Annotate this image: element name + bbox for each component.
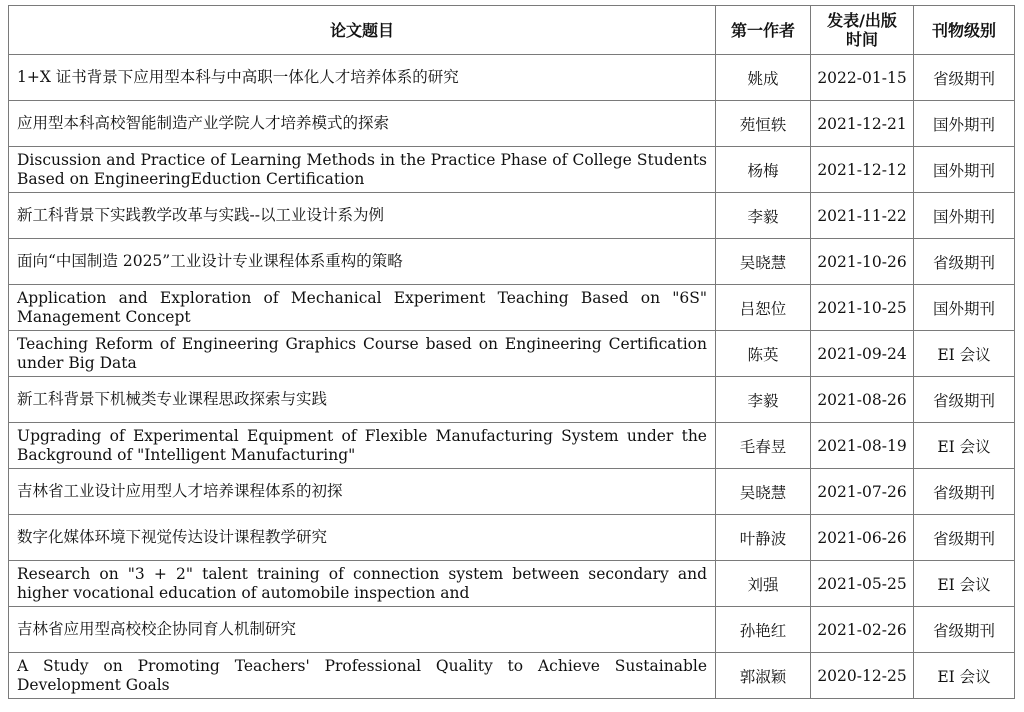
- papers-table: [8, 5, 1015, 699]
- publication-level: 省级期刊: [914, 515, 1015, 561]
- first-author: 姚成: [716, 55, 811, 101]
- header-date-label: 发表/出版时间: [827, 11, 897, 49]
- publication-level: 省级期刊: [914, 239, 1015, 285]
- paper-title: Discussion and Practice of Learning Methods in the Practice Phase of College Students Based on EngineeringEduction Certification: [9, 147, 716, 193]
- papers-table-container: [8, 5, 1015, 699]
- publication-level: 省级期刊: [914, 469, 1015, 515]
- paper-title: 应用型本科高校智能制造产业学院人才培养模式的探索: [9, 101, 716, 147]
- publish-date: 2021-12-21: [811, 101, 914, 147]
- paper-title: Upgrading of Experimental Equipment of Flexible Manufacturing System under the Background of "Intelligent Manufacturing": [9, 423, 716, 469]
- publication-level: 省级期刊: [914, 377, 1015, 423]
- publication-level: 国外期刊: [914, 147, 1015, 193]
- table-row: [9, 193, 1015, 239]
- publication-level: 省级期刊: [914, 607, 1015, 653]
- table-row: [9, 515, 1015, 561]
- table-header-row: [9, 6, 1015, 55]
- publication-level: 省级期刊: [914, 55, 1015, 101]
- paper-title: 吉林省应用型高校校企协同育人机制研究: [9, 607, 716, 653]
- publication-level: 国外期刊: [914, 285, 1015, 331]
- publish-date: 2021-02-26: [811, 607, 914, 653]
- publication-level: EI 会议: [914, 653, 1015, 699]
- first-author: 刘强: [716, 561, 811, 607]
- table-row: [9, 101, 1015, 147]
- table-row: [9, 55, 1015, 101]
- first-author: 苑恒轶: [716, 101, 811, 147]
- paper-title: 新工科背景下机械类专业课程思政探索与实践: [9, 377, 716, 423]
- table-row: [9, 607, 1015, 653]
- header-author: 第一作者: [716, 6, 811, 55]
- table-row: [9, 285, 1015, 331]
- publish-date: 2021-10-25: [811, 285, 914, 331]
- publish-date: 2021-08-26: [811, 377, 914, 423]
- first-author: 李毅: [716, 193, 811, 239]
- publish-date: 2021-10-26: [811, 239, 914, 285]
- publish-date: 2021-12-12: [811, 147, 914, 193]
- paper-title: Research on "3 + 2" talent training of connection system between secondary and higher vocational education of automobile inspection and: [9, 561, 716, 607]
- paper-title: Teaching Reform of Engineering Graphics Course based on Engineering Certification under Big Data: [9, 331, 716, 377]
- table-row: [9, 147, 1015, 193]
- header-date: [811, 6, 914, 55]
- table-row: [9, 377, 1015, 423]
- publish-date: 2021-07-26: [811, 469, 914, 515]
- publication-level: EI 会议: [914, 561, 1015, 607]
- table-row: [9, 423, 1015, 469]
- paper-title: 新工科背景下实践教学改革与实践--以工业设计系为例: [9, 193, 716, 239]
- first-author: 陈英: [716, 331, 811, 377]
- publish-date: 2021-09-24: [811, 331, 914, 377]
- first-author: 孙艳红: [716, 607, 811, 653]
- publish-date: 2021-08-19: [811, 423, 914, 469]
- table-row: [9, 239, 1015, 285]
- publish-date: 2022-01-15: [811, 55, 914, 101]
- paper-title: 面向“中国制造 2025”工业设计专业课程体系重构的策略: [9, 239, 716, 285]
- header-title: 论文题目: [9, 6, 716, 55]
- table-row: [9, 469, 1015, 515]
- publish-date: 2021-05-25: [811, 561, 914, 607]
- paper-title: 数字化媒体环境下视觉传达设计课程教学研究: [9, 515, 716, 561]
- first-author: 吴晓慧: [716, 469, 811, 515]
- first-author: 叶静波: [716, 515, 811, 561]
- paper-title: 吉林省工业设计应用型人才培养课程体系的初探: [9, 469, 716, 515]
- first-author: 吴晓慧: [716, 239, 811, 285]
- header-level: 刊物级别: [914, 6, 1015, 55]
- publish-date: 2020-12-25: [811, 653, 914, 699]
- publication-level: 国外期刊: [914, 101, 1015, 147]
- publication-level: 国外期刊: [914, 193, 1015, 239]
- first-author: 毛春昱: [716, 423, 811, 469]
- first-author: 吕恕位: [716, 285, 811, 331]
- first-author: 郭淑颖: [716, 653, 811, 699]
- paper-title: Application and Exploration of Mechanical Experiment Teaching Based on "6S" Management Concept: [9, 285, 716, 331]
- paper-title: A Study on Promoting Teachers' Professional Quality to Achieve Sustainable Development Goals: [9, 653, 716, 699]
- first-author: 杨梅: [716, 147, 811, 193]
- publication-level: EI 会议: [914, 423, 1015, 469]
- table-row: [9, 331, 1015, 377]
- table-row: [9, 653, 1015, 699]
- first-author: 李毅: [716, 377, 811, 423]
- table-row: [9, 561, 1015, 607]
- paper-title: 1+X 证书背景下应用型本科与中高职一体化人才培养体系的研究: [9, 55, 716, 101]
- publish-date: 2021-06-26: [811, 515, 914, 561]
- publish-date: 2021-11-22: [811, 193, 914, 239]
- publication-level: EI 会议: [914, 331, 1015, 377]
